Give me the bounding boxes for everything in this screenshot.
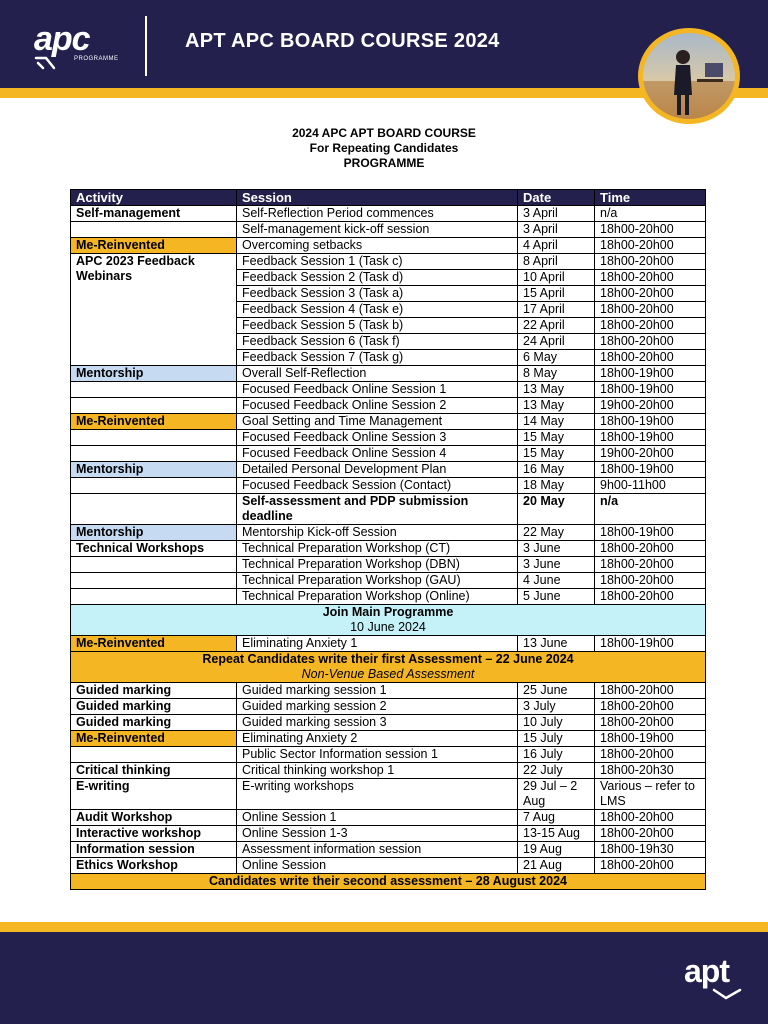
activity-cell: APC 2023 Feedback Webinars	[71, 254, 237, 366]
date-cell: 17 April	[518, 302, 595, 318]
logo-mark-icon	[34, 56, 56, 70]
column-header-time: Time	[595, 190, 706, 206]
session-cell: Self-Reflection Period commences	[237, 206, 518, 222]
session-cell: Feedback Session 2 (Task d)	[237, 270, 518, 286]
table-row	[71, 826, 706, 842]
session-cell: Guided marking session 2	[237, 699, 518, 715]
session-cell: Technical Preparation Workshop (DBN)	[237, 557, 518, 573]
activity-cell: Critical thinking	[71, 763, 237, 779]
date-cell: 4 April	[518, 238, 595, 254]
date-cell: 7 Aug	[518, 810, 595, 826]
session-cell: Eliminating Anxiety 2	[237, 731, 518, 747]
activity-cell	[71, 398, 237, 414]
table-row	[71, 557, 706, 573]
activity-cell: Self-management	[71, 206, 237, 222]
session-cell: Feedback Session 1 (Task c)	[237, 254, 518, 270]
session-cell: Overall Self-Reflection	[237, 366, 518, 382]
second-assessment-row	[71, 874, 706, 890]
date-cell: 5 June	[518, 589, 595, 605]
activity-cell: Information session	[71, 842, 237, 858]
footer-gold-stripe	[0, 922, 768, 932]
date-cell: 25 June	[518, 683, 595, 699]
table-row	[71, 494, 706, 525]
activity-cell	[71, 382, 237, 398]
session-cell: Feedback Session 4 (Task e)	[237, 302, 518, 318]
session-cell: Feedback Session 3 (Task a)	[237, 286, 518, 302]
date-cell: 22 May	[518, 525, 595, 541]
time-cell: 18h00-19h00	[595, 462, 706, 478]
table-row	[71, 541, 706, 557]
session-cell: Guided marking session 1	[237, 683, 518, 699]
session-cell: Assessment information session	[237, 842, 518, 858]
date-cell: 3 April	[518, 222, 595, 238]
date-cell: 3 June	[518, 557, 595, 573]
second-assessment-cell: Candidates write their second assessment – 28 August 2024	[71, 874, 706, 890]
session-cell: Focused Feedback Online Session 2	[237, 398, 518, 414]
date-cell: 16 July	[518, 747, 595, 763]
date-cell: 20 May	[518, 494, 595, 525]
session-cell: Focused Feedback Session (Contact)	[237, 478, 518, 494]
table-row	[71, 206, 706, 222]
table-row	[71, 731, 706, 747]
time-cell: 18h00-20h00	[595, 810, 706, 826]
table-row	[71, 414, 706, 430]
time-cell: 19h00-20h00	[595, 398, 706, 414]
time-cell: 18h00-20h00	[595, 715, 706, 731]
page-footer	[0, 932, 768, 1024]
document-title	[0, 126, 768, 171]
date-cell: 15 May	[518, 446, 595, 462]
activity-cell: Ethics Workshop	[71, 858, 237, 874]
date-cell: 19 Aug	[518, 842, 595, 858]
join-main-programme-title: Join Main Programme	[322, 605, 454, 619]
time-cell: 18h00-19h00	[595, 414, 706, 430]
time-cell: 18h00-20h00	[595, 238, 706, 254]
date-cell: 22 July	[518, 763, 595, 779]
session-cell: Guided marking session 3	[237, 715, 518, 731]
time-cell: 18h00-19h00	[595, 430, 706, 446]
activity-cell	[71, 589, 237, 605]
table-row	[71, 478, 706, 494]
activity-cell	[71, 446, 237, 462]
date-cell: 15 April	[518, 286, 595, 302]
table-row	[71, 699, 706, 715]
time-cell: 18h00-19h00	[595, 525, 706, 541]
date-cell: 4 June	[518, 573, 595, 589]
date-cell: 15 May	[518, 430, 595, 446]
date-cell: 18 May	[518, 478, 595, 494]
time-cell: 18h00-20h00	[595, 286, 706, 302]
session-cell: Technical Preparation Workshop (Online)	[237, 589, 518, 605]
time-cell: 18h00-20h00	[595, 318, 706, 334]
session-cell: Feedback Session 7 (Task g)	[237, 350, 518, 366]
table-row	[71, 398, 706, 414]
session-cell: Technical Preparation Workshop (GAU)	[237, 573, 518, 589]
table-row	[71, 462, 706, 478]
time-cell: Various – refer to LMS	[595, 779, 706, 810]
table-row	[71, 382, 706, 398]
time-cell: 9h00-11h00	[595, 478, 706, 494]
first-assessment-row	[71, 652, 706, 683]
time-cell: 18h00-19h00	[595, 731, 706, 747]
table-row	[71, 683, 706, 699]
activity-cell	[71, 557, 237, 573]
table-row	[71, 779, 706, 810]
date-cell: 10 July	[518, 715, 595, 731]
activity-cell: Interactive workshop	[71, 826, 237, 842]
session-cell: Eliminating Anxiety 1	[237, 636, 518, 652]
table-row	[71, 573, 706, 589]
activity-cell: Guided marking	[71, 683, 237, 699]
time-cell: 18h00-20h00	[595, 302, 706, 318]
date-cell: 8 May	[518, 366, 595, 382]
title-line-3: PROGRAMME	[343, 156, 425, 170]
session-cell: Focused Feedback Online Session 4	[237, 446, 518, 462]
activity-cell: Guided marking	[71, 699, 237, 715]
activity-cell: E-writing	[71, 779, 237, 810]
time-cell: 18h00-20h00	[595, 589, 706, 605]
session-cell: Mentorship Kick-off Session	[237, 525, 518, 541]
join-main-programme-cell	[71, 605, 706, 636]
apc-logo-text: apc	[34, 20, 90, 58]
session-cell: Focused Feedback Online Session 1	[237, 382, 518, 398]
session-cell: Online Session 1-3	[237, 826, 518, 842]
session-cell: Online Session 1	[237, 810, 518, 826]
date-cell: 29 Jul – 2 Aug	[518, 779, 595, 810]
time-cell: 18h00-20h00	[595, 350, 706, 366]
session-cell: E-writing workshops	[237, 779, 518, 810]
activity-cell	[71, 573, 237, 589]
date-cell: 21 Aug	[518, 858, 595, 874]
date-cell: 13 June	[518, 636, 595, 652]
programme-table	[70, 189, 706, 890]
join-main-programme-date: 10 June 2024	[350, 620, 426, 634]
session-cell: Self-management kick-off session	[237, 222, 518, 238]
time-cell: 19h00-20h00	[595, 446, 706, 462]
activity-cell: Me-Reinvented	[71, 414, 237, 430]
activity-cell: Technical Workshops	[71, 541, 237, 557]
time-cell: 18h00-20h00	[595, 683, 706, 699]
first-assessment-cell	[71, 652, 706, 683]
first-assessment-title: Repeat Candidates write their first Assessment – 22 June 2024	[202, 652, 574, 666]
table-row	[71, 810, 706, 826]
apc-logo	[34, 20, 124, 70]
time-cell: 18h00-20h00	[595, 334, 706, 350]
session-cell: Focused Feedback Online Session 3	[237, 430, 518, 446]
time-cell: 18h00-20h00	[595, 270, 706, 286]
table-row	[71, 238, 706, 254]
activity-cell: Mentorship	[71, 462, 237, 478]
header-photo	[638, 28, 740, 124]
session-cell: Feedback Session 5 (Task b)	[237, 318, 518, 334]
date-cell: 6 May	[518, 350, 595, 366]
apt-logo-text: apt	[684, 953, 729, 989]
title-line-2: For Repeating Candidates	[309, 141, 459, 155]
time-cell: 18h00-19h00	[595, 366, 706, 382]
activity-cell	[71, 494, 237, 525]
first-assessment-note: Non-Venue Based Assessment	[301, 667, 475, 681]
session-cell: Online Session	[237, 858, 518, 874]
session-cell: Technical Preparation Workshop (CT)	[237, 541, 518, 557]
date-cell: 13 May	[518, 398, 595, 414]
date-cell: 14 May	[518, 414, 595, 430]
time-cell: 18h00-20h00	[595, 573, 706, 589]
activity-cell: Me-Reinvented	[71, 238, 237, 254]
session-cell: Critical thinking workshop 1	[237, 763, 518, 779]
person-photo-icon	[643, 33, 735, 119]
table-row	[71, 589, 706, 605]
time-cell: 18h00-19h00	[595, 636, 706, 652]
table-row	[71, 446, 706, 462]
table-row	[71, 842, 706, 858]
time-cell: 18h00-20h00	[595, 858, 706, 874]
table-row	[71, 222, 706, 238]
table-row	[71, 715, 706, 731]
date-cell: 15 July	[518, 731, 595, 747]
join-main-programme-row	[71, 605, 706, 636]
activity-cell	[71, 222, 237, 238]
time-cell: 18h00-19h00	[595, 382, 706, 398]
activity-cell: Guided marking	[71, 715, 237, 731]
session-cell: Goal Setting and Time Management	[237, 414, 518, 430]
table-row	[71, 366, 706, 382]
date-cell: 13 May	[518, 382, 595, 398]
time-cell: 18h00-20h00	[595, 699, 706, 715]
table-row	[71, 763, 706, 779]
session-cell: Overcoming setbacks	[237, 238, 518, 254]
time-cell: n/a	[595, 206, 706, 222]
date-cell: 3 April	[518, 206, 595, 222]
time-cell: 18h00-20h00	[595, 557, 706, 573]
time-cell: 18h00-20h30	[595, 763, 706, 779]
session-cell: Detailed Personal Development Plan	[237, 462, 518, 478]
session-cell: Feedback Session 6 (Task f)	[237, 334, 518, 350]
time-cell: n/a	[595, 494, 706, 525]
time-cell: 18h00-20h00	[595, 747, 706, 763]
time-cell: 18h00-20h00	[595, 222, 706, 238]
table-row	[71, 636, 706, 652]
apt-logo-mark-icon	[712, 988, 742, 1000]
header-divider	[145, 16, 147, 76]
session-cell: Public Sector Information session 1	[237, 747, 518, 763]
table-row	[71, 858, 706, 874]
date-cell: 3 July	[518, 699, 595, 715]
table-row	[71, 747, 706, 763]
activity-cell	[71, 747, 237, 763]
table-row	[71, 525, 706, 541]
apt-logo	[684, 953, 729, 990]
table-row	[71, 254, 706, 270]
session-cell: Self-assessment and PDP submission deadline	[237, 494, 518, 525]
activity-cell: Me-Reinvented	[71, 636, 237, 652]
activity-cell	[71, 478, 237, 494]
column-header-session: Session	[237, 190, 518, 206]
column-header-activity: Activity	[71, 190, 237, 206]
table-header-row	[71, 190, 706, 206]
column-header-date: Date	[518, 190, 595, 206]
date-cell: 24 April	[518, 334, 595, 350]
table-row	[71, 430, 706, 446]
date-cell: 3 June	[518, 541, 595, 557]
activity-cell: Audit Workshop	[71, 810, 237, 826]
date-cell: 8 April	[518, 254, 595, 270]
time-cell: 18h00-20h00	[595, 826, 706, 842]
activity-cell	[71, 430, 237, 446]
date-cell: 22 April	[518, 318, 595, 334]
time-cell: 18h00-19h30	[595, 842, 706, 858]
title-line-1: 2024 APC APT BOARD COURSE	[292, 126, 476, 140]
date-cell: 16 May	[518, 462, 595, 478]
activity-cell: Mentorship	[71, 525, 237, 541]
date-cell: 13-15 Aug	[518, 826, 595, 842]
apc-logo-subtext: PROGRAMME	[74, 56, 119, 62]
time-cell: 18h00-20h00	[595, 254, 706, 270]
activity-cell: Me-Reinvented	[71, 731, 237, 747]
date-cell: 10 April	[518, 270, 595, 286]
activity-cell: Mentorship	[71, 366, 237, 382]
time-cell: 18h00-20h00	[595, 541, 706, 557]
header-title: APT APC BOARD COURSE 2024	[185, 30, 500, 52]
